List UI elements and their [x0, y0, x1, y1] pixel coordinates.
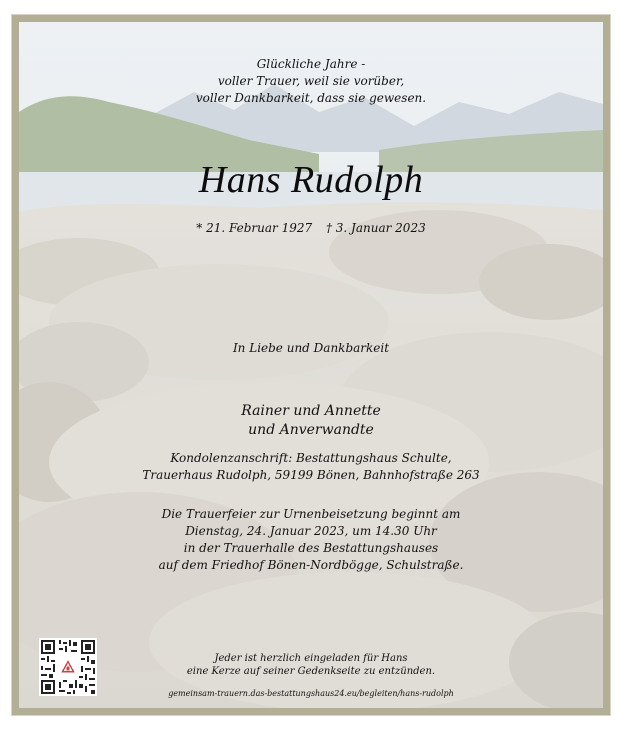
death-date: † 3. Januar 2023: [325, 221, 426, 235]
poem-line: voller Trauer, weil sie vorüber,: [217, 74, 405, 88]
poem-line: Glückliche Jahre -: [256, 57, 366, 71]
candle-invitation: [19, 652, 603, 678]
deceased-name: Hans Rudolph: [198, 159, 424, 201]
condolence-address: [19, 450, 603, 484]
address-line: Kondolenzanschrift: Bestattungshaus Schulte,: [170, 451, 452, 465]
qr-code-icon[interactable]: [39, 638, 97, 696]
mourners-line: und Anverwandte: [248, 422, 374, 438]
poem: [19, 56, 603, 107]
ceremony-line: Dienstag, 24. Januar 2023, um 14.30 Uhr: [185, 524, 437, 538]
card-frame: [12, 15, 610, 715]
ceremony-info: [19, 506, 603, 574]
invitation-line: eine Kerze auf seiner Gedenkseite zu entzünden.: [186, 666, 436, 677]
life-dates: [19, 220, 603, 236]
ceremony-line: in der Trauerhalle des Bestattungshauses: [183, 541, 439, 555]
mourners: [19, 402, 603, 440]
poem-line: voller Dankbarkeit, dass sie gewesen.: [195, 91, 427, 105]
dedication: In Liebe und Dankbarkeit: [232, 341, 390, 355]
invitation-line: Jeder ist herzlich eingeladen für Hans: [214, 653, 408, 664]
ceremony-line: Die Trauerfeier zur Urnenbeisetzung beginnt am: [161, 507, 461, 521]
birth-date: * 21. Februar 1927: [196, 221, 313, 235]
mourners-line: Rainer und Annette: [241, 403, 381, 419]
ceremony-line: auf dem Friedhof Bönen-Nordbögge, Schulstraße.: [158, 558, 464, 572]
memorial-link[interactable]: gemeinsam-trauern.das-bestattungshaus24.eu/begleiten/hans-rudolph: [168, 689, 454, 698]
address-line: Trauerhaus Rudolph, 59199 Bönen, Bahnhofstraße 263: [142, 468, 480, 482]
